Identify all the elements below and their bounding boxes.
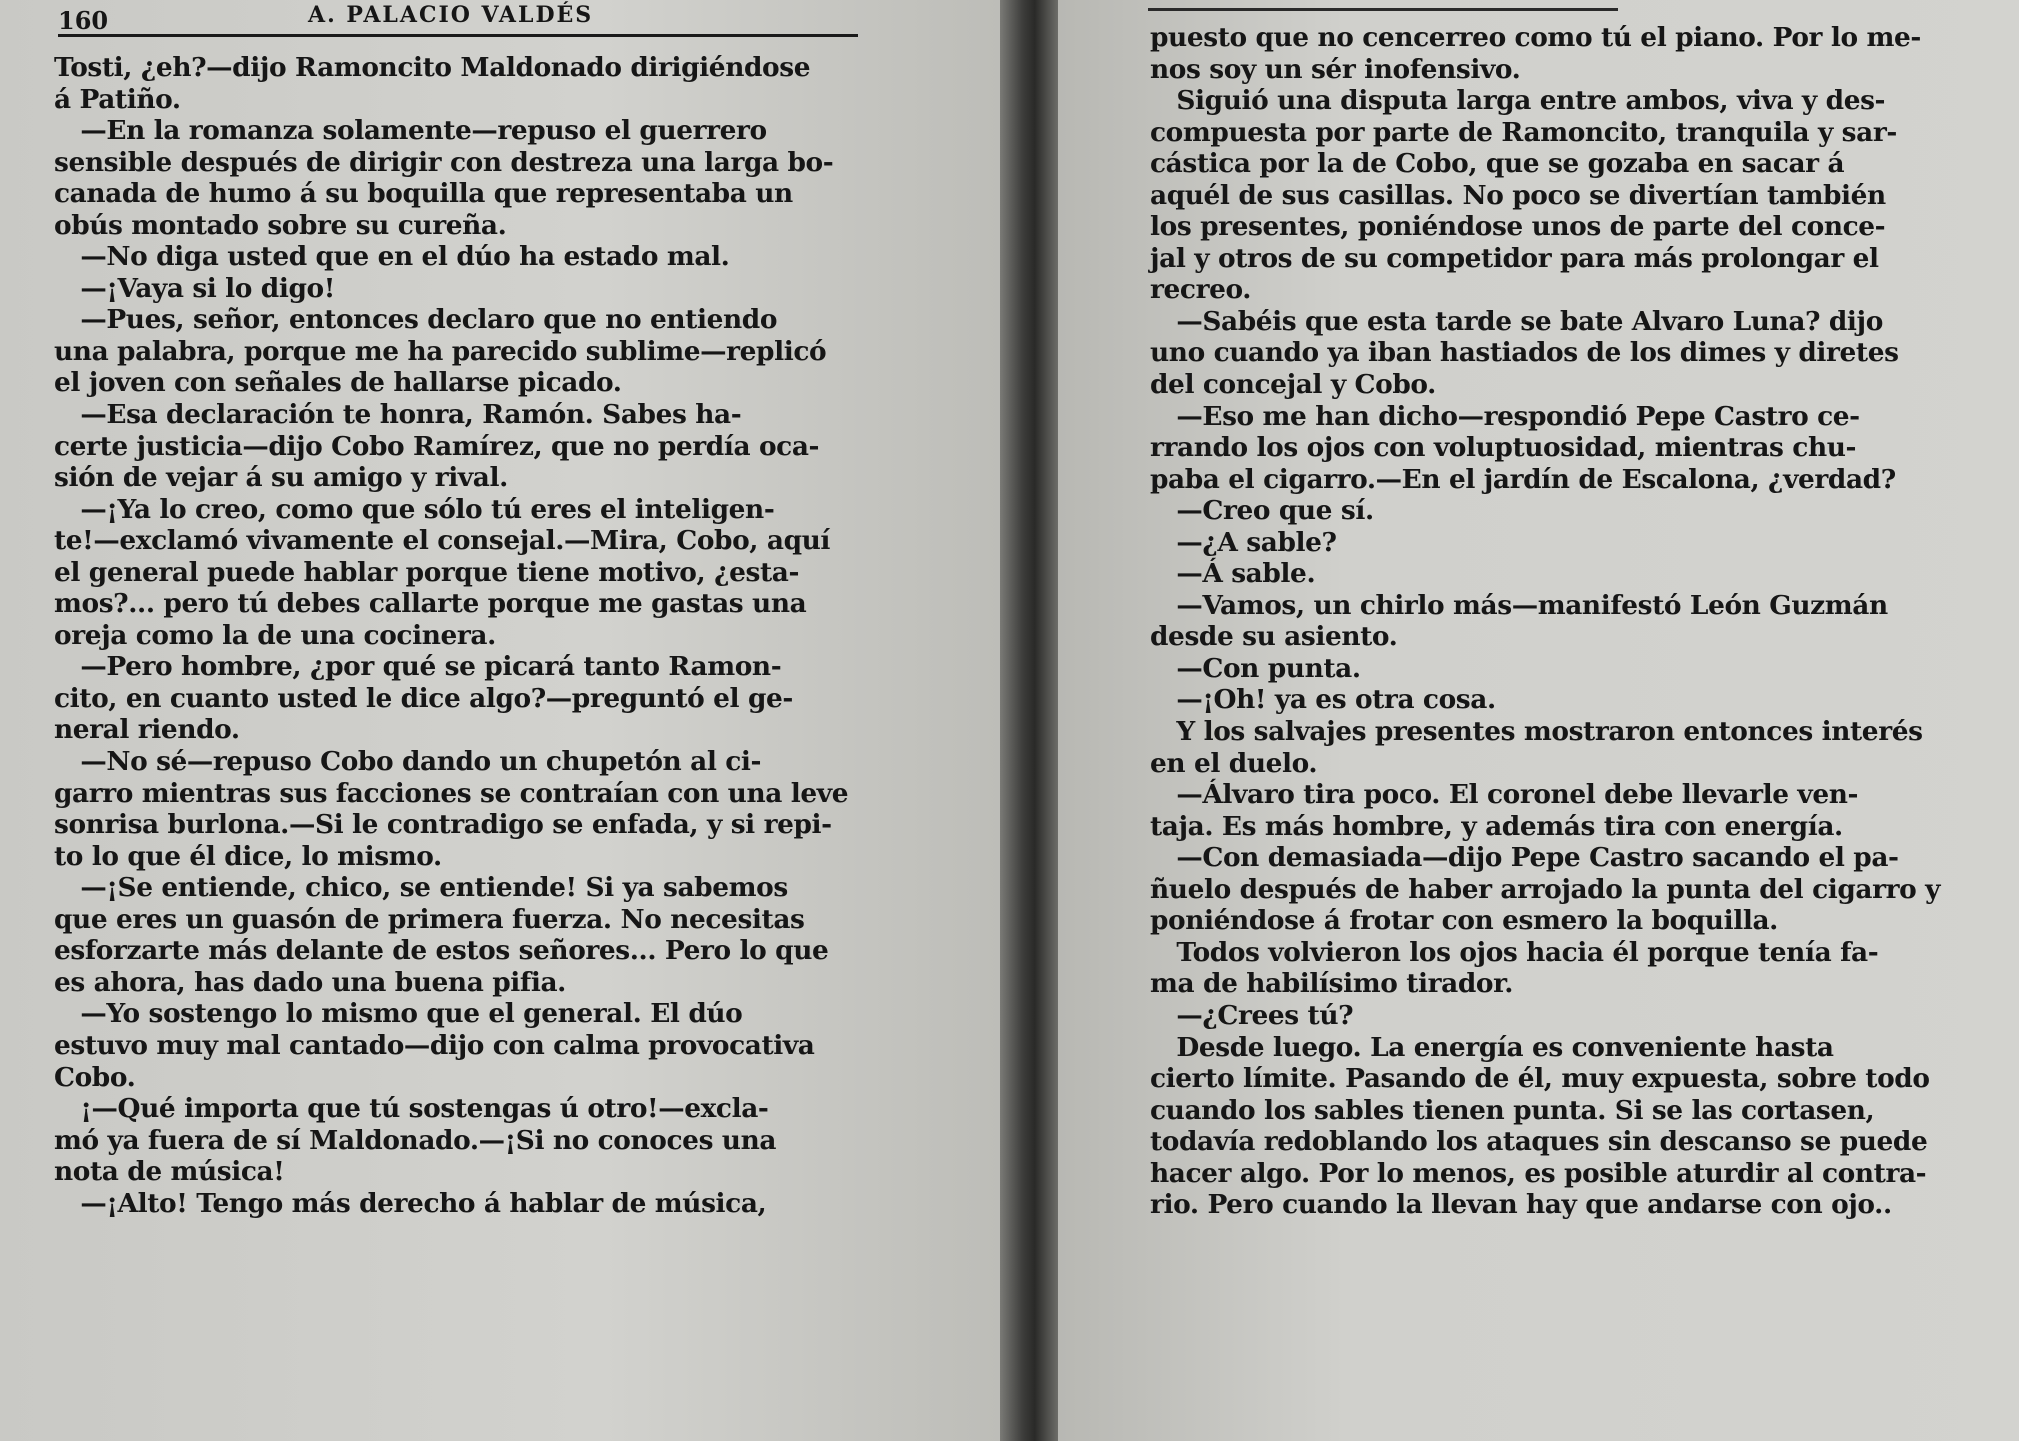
text-line: el joven con señales de hallarse picado. bbox=[54, 367, 622, 399]
running-title: A. PALACIO VALDÉS bbox=[308, 2, 594, 28]
text-line: puesto que no cencerreo como tú el piano. Por lo me- bbox=[1150, 22, 1921, 53]
text-line: ¡—Qué importa que tú sostengas ú otro!—excla- bbox=[54, 1093, 769, 1125]
text-line: —Á sable. bbox=[1150, 558, 1316, 590]
running-head bbox=[58, 2, 858, 37]
book-gutter bbox=[1000, 0, 1058, 1441]
text-line: rrando los ojos con voluptuosidad, mientras chu- bbox=[1150, 432, 1857, 464]
text-line: nos soy un sér inofensivo. bbox=[1150, 53, 1521, 85]
text-line: —Eso me han dicho—respondió Pepe Castro ce- bbox=[1150, 400, 1860, 432]
text-line: certe justicia—dijo Cobo Ramírez, que no perdía oca- bbox=[54, 430, 820, 462]
text-line: á Patiño. bbox=[54, 83, 181, 115]
text-line: neral riendo. bbox=[54, 714, 240, 746]
text-line: Siguió una disputa larga entre ambos, viva y des- bbox=[1150, 85, 1886, 117]
text-line: —¿Crees tú? bbox=[1150, 999, 1354, 1031]
left-page bbox=[0, 0, 1000, 1441]
text-line: —Con demasiada—dijo Pepe Castro sacando el pa- bbox=[1150, 842, 1899, 874]
text-line: ñuelo después de haber arrojado la punta del cigarro y bbox=[1150, 873, 1941, 905]
text-line: —No diga usted que en el dúo ha estado mal. bbox=[54, 241, 730, 273]
text-line: cierto límite. Pasando de él, muy expuesta, sobre todo bbox=[1150, 1063, 1930, 1095]
right-page-text bbox=[1150, 22, 1940, 1221]
text-line: —¡Ya lo creo, como que sólo tú eres el inteligen- bbox=[54, 493, 775, 525]
top-rule bbox=[1148, 8, 1618, 11]
text-line: sonrisa burlona.—Si le contradigo se enfada, y si repi- bbox=[54, 809, 832, 841]
text-line: —En la romanza solamente—repuso el guerrero bbox=[54, 115, 767, 147]
text-line: te!—exclamó vivamente el consejal.—Mira, Cobo, aquí bbox=[54, 525, 831, 557]
text-line: —Sabéis que esta tarde se bate Alvaro Luna? dijo bbox=[1150, 305, 1883, 337]
text-line: desde su asiento. bbox=[1150, 621, 1398, 653]
text-line: Cobo. bbox=[54, 1061, 136, 1093]
text-line: del concejal y Cobo. bbox=[1150, 369, 1436, 401]
text-line: —¿A sable? bbox=[1150, 526, 1337, 558]
text-line: recreo. bbox=[1150, 274, 1251, 306]
text-line: Y los salvajes presentes mostraron entonces interés bbox=[1150, 716, 1923, 748]
text-line: esforzarte más delante de estos señores... Pero lo que bbox=[54, 935, 829, 967]
text-line: que eres un guasón de primera fuerza. No necesitas bbox=[54, 903, 805, 935]
text-line: el general puede hablar porque tiene motivo, ¿esta- bbox=[54, 556, 800, 588]
right-page bbox=[1058, 0, 2019, 1441]
text-line: ma de habilísimo tirador. bbox=[1150, 968, 1513, 1000]
text-line: sensible después de dirigir con destreza una larga bo- bbox=[54, 146, 834, 178]
text-line: —¡Se entiende, chico, se entiende! Si ya sabemos bbox=[54, 872, 788, 904]
text-line: mos?... pero tú debes callarte porque me gastas una bbox=[54, 588, 807, 620]
text-line: taja. Es más hombre, y además tira con energía. bbox=[1150, 810, 1843, 842]
text-line: —¡Alto! Tengo más derecho á hablar de música, bbox=[54, 1187, 767, 1219]
text-line: oreja como la de una cocinera. bbox=[54, 619, 496, 651]
text-line: cuando los sables tienen punta. Si se las cortasen, bbox=[1150, 1094, 1875, 1126]
text-line: to lo que él dice, lo mismo. bbox=[54, 840, 442, 872]
text-line: —Con punta. bbox=[1150, 652, 1361, 684]
text-line: —Esa declaración te honra, Ramón. Sabes ha- bbox=[54, 399, 742, 431]
text-line: —¡Oh! ya es otra cosa. bbox=[1150, 684, 1496, 716]
text-line: canada de humo á su boquilla que representaba un bbox=[54, 178, 793, 210]
text-line: sión de vejar á su amigo y rival. bbox=[54, 462, 508, 494]
text-line: —Creo que sí. bbox=[1150, 495, 1374, 527]
text-line: nota de música! bbox=[54, 1156, 285, 1188]
text-line: hacer algo. Por lo menos, es posible aturdir al contra- bbox=[1150, 1157, 1927, 1189]
text-line: Desde luego. La energía es conveniente hasta bbox=[1150, 1031, 1834, 1063]
text-line: —Pero hombre, ¿por qué se picará tanto Ramon- bbox=[54, 651, 782, 683]
text-line: rio. Pero cuando la llevan hay que andarse con ojo.. bbox=[1150, 1189, 1892, 1221]
text-line: Todos volvieron los ojos hacia él porque tenía fa- bbox=[1150, 936, 1879, 968]
text-line: —No sé—repuso Cobo dando un chupetón al ci- bbox=[54, 746, 762, 778]
text-line: Tosti, ¿eh?—dijo Ramoncito Maldonado dirigiéndose bbox=[54, 52, 811, 83]
text-line: uno cuando ya iban hastiados de los dimes y diretes bbox=[1150, 337, 1899, 369]
text-line: estuvo muy mal cantado—dijo con calma provocativa bbox=[54, 1029, 815, 1061]
text-line: garro mientras sus facciones se contraían con una leve bbox=[54, 777, 849, 809]
page-number: 160 bbox=[58, 6, 109, 35]
text-line: una palabra, porque me ha parecido sublime—replicó bbox=[54, 335, 827, 367]
text-line: obús montado sobre su cureña. bbox=[54, 209, 507, 241]
text-line: cito, en cuanto usted le dice algo?—preguntó el ge- bbox=[54, 682, 793, 714]
text-line: —¡Vaya si lo digo! bbox=[54, 272, 335, 304]
text-line: cástica por la de Cobo, que se gozaba en sacar á bbox=[1150, 148, 1845, 180]
text-line: mó ya fuera de sí Maldonado.—¡Si no conoces una bbox=[54, 1124, 777, 1156]
left-page-text bbox=[54, 52, 848, 1219]
text-line: los presentes, poniéndose unos de parte del conce- bbox=[1150, 211, 1886, 243]
text-line: —Pues, señor, entonces declaro que no entiendo bbox=[54, 304, 778, 336]
text-line: poniéndose á frotar con esmero la boquilla. bbox=[1150, 905, 1778, 937]
text-line: jal y otros de su competidor para más prolongar el bbox=[1150, 242, 1879, 274]
text-line: es ahora, has dado una buena pifia. bbox=[54, 966, 566, 998]
text-line: —Yo sostengo lo mismo que el general. El dúo bbox=[54, 998, 743, 1030]
text-line: —Vamos, un chirlo más—manifestó León Guzmán bbox=[1150, 589, 1888, 621]
text-line: en el duelo. bbox=[1150, 747, 1318, 779]
text-line: todavía redoblando los ataques sin descanso se puede bbox=[1150, 1126, 1928, 1158]
text-line: compuesta por parte de Ramoncito, tranquila y sar- bbox=[1150, 116, 1897, 148]
text-line: —Álvaro tira poco. El coronel debe llevarle ven- bbox=[1150, 779, 1859, 811]
text-line: paba el cigarro.—En el jardín de Escalona, ¿verdad? bbox=[1150, 463, 1896, 495]
text-line: aquél de sus casillas. No poco se divertían también bbox=[1150, 179, 1886, 211]
